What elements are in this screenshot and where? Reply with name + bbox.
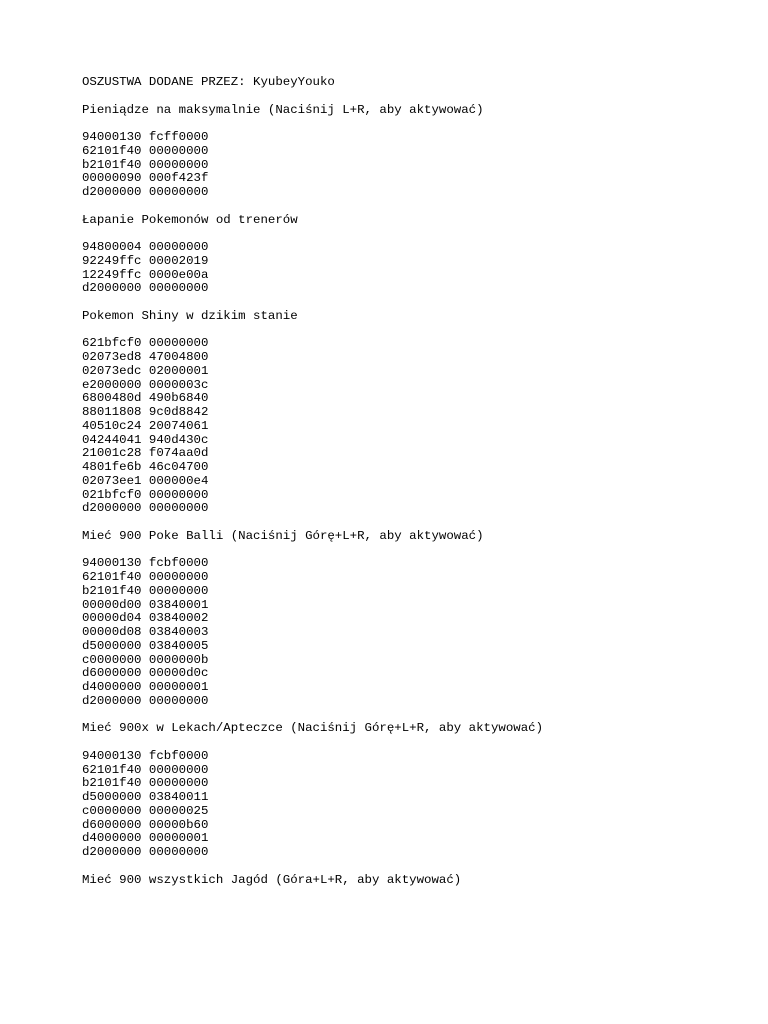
- code-line: 00000d08 03840003: [82, 625, 209, 639]
- code-line: 6800480d 490b6840: [82, 391, 209, 406]
- code-line: 4801fe6b 46c04700: [82, 460, 209, 474]
- spacer: [82, 296, 742, 310]
- code-line: b2101f40 00000000: [82, 157, 209, 172]
- document-page: [82, 76, 742, 887]
- code-line: d4000000 00000001: [82, 680, 209, 694]
- code-line: 021bfcf0 00000000: [82, 487, 209, 502]
- code-line: d2000000 00000000: [82, 501, 209, 516]
- code-line: d5000000 03840011: [82, 790, 209, 804]
- code-line: 00000d00 03840001: [82, 597, 209, 612]
- code-line: d6000000 00000d0c: [82, 666, 209, 681]
- code-line: 00000090 000f423f: [82, 171, 209, 186]
- cheat-section: [82, 874, 742, 888]
- cheat-sections: [82, 104, 742, 888]
- code-line: 94000130 fcff0000: [82, 130, 209, 144]
- spacer: [82, 200, 742, 214]
- cheat-section: [82, 310, 742, 530]
- code-line: 04244041 940d430c: [82, 432, 209, 447]
- code-line: c0000000 0000000b: [82, 652, 209, 667]
- code-line: 94000130 fcbf0000: [82, 556, 209, 571]
- code-line: 94800004 00000000: [82, 240, 209, 254]
- cheat-section: [82, 104, 742, 214]
- code-line: b2101f40 00000000: [82, 776, 209, 791]
- cheat-title: Pieniądze na maksymalnie (Naciśnij L+R, aby aktywować): [82, 102, 484, 117]
- cheat-title: Pokemon Shiny w dzikim stanie: [82, 308, 298, 323]
- spacer: [82, 544, 742, 558]
- document-header: OSZUSTWA DODANE PRZEZ: KyubeyYouko: [82, 75, 335, 89]
- cheat-section: [82, 530, 742, 723]
- spacer: [82, 860, 742, 874]
- cheat-title: Mieć 900 wszystkich Jagód (Góra+L+R, aby aktywować): [82, 872, 462, 887]
- code-line: 00000d04 03840002: [82, 611, 209, 626]
- spacer: [82, 324, 742, 338]
- code-line: 40510c24 20074061: [82, 418, 209, 433]
- spacer: [82, 516, 742, 530]
- code-line: e2000000 0000003c: [82, 377, 209, 392]
- code-line: d5000000 03840005: [82, 638, 209, 653]
- code-line: 02073ee1 000000e4: [82, 473, 209, 488]
- spacer: [82, 90, 742, 104]
- code-line: d2000000 00000000: [82, 281, 209, 296]
- code-line: 94000130 fcbf0000: [82, 748, 209, 763]
- code-line: d4000000 00000001: [82, 831, 209, 846]
- code-line: 621bfcf0 00000000: [82, 336, 209, 351]
- spacer: [82, 736, 742, 750]
- spacer: [82, 117, 742, 131]
- cheat-title: Łapanie Pokemonów od trenerów: [82, 212, 298, 227]
- code-line: d2000000 00000000: [82, 693, 209, 708]
- code-line: d2000000 00000000: [82, 845, 209, 859]
- code-line: d2000000 00000000: [82, 185, 209, 199]
- cheat-section: [82, 214, 742, 310]
- cheat-title: Mieć 900x w Lekach/Apteczce (Naciśnij Górę+L+R, aby aktywować): [82, 721, 544, 736]
- cheat-section: [82, 722, 742, 873]
- code-line: 62101f40 00000000: [82, 143, 209, 158]
- code-line: 12249ffc 0000e00a: [82, 267, 209, 282]
- code-line: 62101f40 00000000: [82, 762, 209, 777]
- code-line: 92249ffc 00002019: [82, 253, 209, 268]
- cheat-title: Mieć 900 Poke Balli (Naciśnij Górę+L+R, aby aktywować): [82, 528, 484, 543]
- spacer: [82, 227, 742, 241]
- code-line: c0000000 00000025: [82, 803, 209, 818]
- code-line: 62101f40 00000000: [82, 570, 209, 584]
- code-line: d6000000 00000b60: [82, 817, 209, 832]
- spacer: [82, 709, 742, 723]
- code-line: 21001c28 f074aa0d: [82, 446, 209, 461]
- code-line: 02073edc 02000001: [82, 363, 209, 378]
- code-line: 88011808 9c0d8842: [82, 405, 209, 419]
- code-line: b2101f40 00000000: [82, 583, 209, 598]
- code-line: 02073ed8 47004800: [82, 350, 209, 364]
